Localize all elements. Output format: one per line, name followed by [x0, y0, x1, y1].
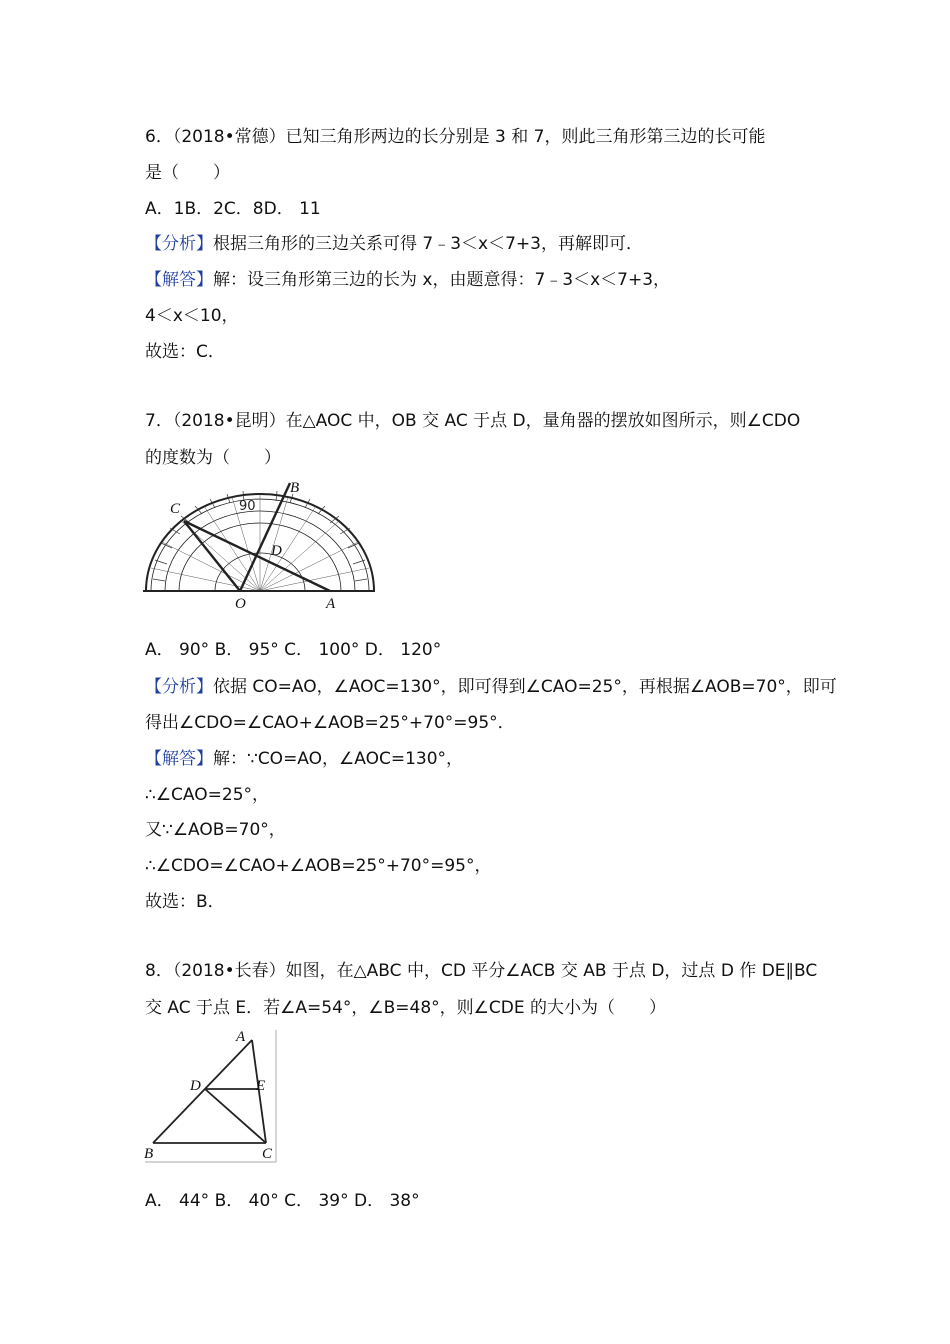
label-c: C	[262, 1146, 273, 1162]
answer-tag: 【解答】	[145, 270, 213, 290]
q7-step1: ∴∠CAO=25°，	[145, 785, 270, 805]
q6-options: A．1B．2C．8D． 11	[145, 199, 321, 219]
q6-step1: 4＜x＜10，	[145, 306, 239, 326]
label-d: D	[190, 1078, 201, 1094]
q6-answer	[145, 268, 670, 292]
q7-stem-line1: 7．（2018•昆明）在△AOC 中，OB 交 AC 于点 D，量角器的摆放如图所示，则∠CDO	[145, 411, 801, 431]
q7-analysis-line1	[145, 675, 837, 699]
protractor-figure	[143, 475, 378, 615]
q6-analysis	[145, 232, 643, 256]
answer-text: 解：∵CO=AO，∠AOC=130°，	[213, 749, 464, 769]
q7-stem-line2: 的度数为（ ）	[145, 448, 281, 468]
q6-stem-line1: 6．（2018•常德）已知三角形两边的长分别是 3 和 7，则此三角形第三边的长可能	[145, 127, 766, 147]
q7-choose: 故选：B．	[145, 892, 225, 912]
q7-step2: 又∵∠AOB=70°，	[145, 820, 286, 840]
q7-analysis-line2: 得出∠CDO=∠CAO+∠AOB=25°+70°=95°．	[145, 713, 515, 733]
answer-text: 解：设三角形第三边的长为 x，由题意得：7﹣3＜x＜7+3，	[213, 270, 671, 290]
analysis-text: 依据 CO=AO，∠AOC=130°，即可得到∠CAO=25°，再根据∠AOB=70°，即可	[213, 677, 837, 697]
q6-choose: 故选：C．	[145, 342, 225, 362]
label-d: D	[271, 543, 282, 559]
segment-ba	[153, 1040, 252, 1143]
q8-stem-line1: 8．（2018•长春）如图，在△ABC 中，CD 平分∠ACB 交 AB 于点 D，过点 D 作 DE∥BC	[145, 961, 818, 981]
analysis-text: 根据三角形的三边关系可得 7﹣3＜x＜7+3，再解即可．	[213, 234, 643, 254]
triangle-figure	[143, 1026, 283, 1166]
label-b: B	[144, 1146, 154, 1162]
q8-options: A． 44° B． 40° C． 39° D． 38°	[145, 1191, 420, 1211]
segment-dc	[205, 1089, 266, 1143]
label-a: A	[326, 596, 336, 612]
label-a: A	[236, 1029, 246, 1045]
segment-oc	[184, 521, 240, 591]
q7-step3: ∴∠CDO=∠CAO+∠AOB=25°+70°=95°，	[145, 856, 492, 876]
q7-options: A． 90° B． 95° C． 100° D． 120°	[145, 640, 442, 660]
label-b: B	[290, 480, 300, 496]
label-c: C	[170, 501, 181, 517]
answer-tag: 【解答】	[145, 749, 213, 769]
label-e: E	[256, 1078, 266, 1094]
analysis-tag: 【分析】	[145, 677, 213, 697]
label-o: O	[235, 596, 246, 612]
protractor-radial-lines	[151, 494, 369, 591]
q7-answer	[145, 747, 463, 771]
q6-stem-line2: 是（ ）	[145, 163, 230, 183]
q8-stem-line2: 交 AC 于点 E．若∠A=54°，∠B=48°，则∠CDE 的大小为（ ）	[145, 998, 667, 1018]
label-90: 90	[239, 499, 256, 514]
analysis-tag: 【分析】	[145, 234, 213, 254]
